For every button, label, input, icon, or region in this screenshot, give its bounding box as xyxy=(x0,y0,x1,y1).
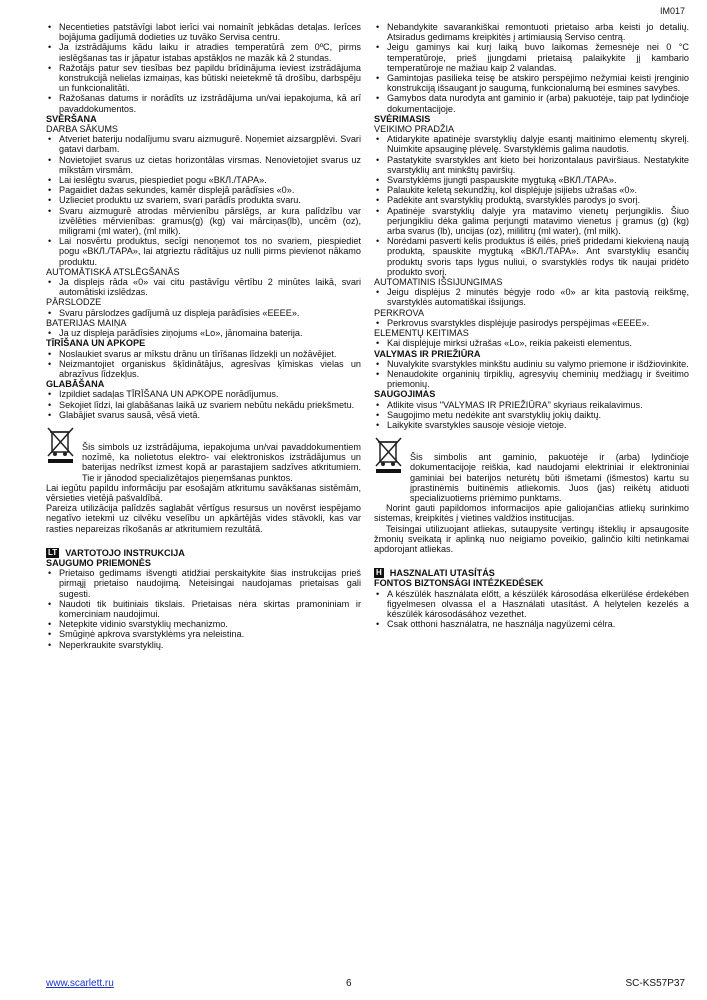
footer-model: SC-KS57P37 xyxy=(625,978,685,989)
lt-heading xyxy=(46,548,361,558)
list-item: • Norėdami pasverti kelis produktus iš eilės, prieš pridedami kiekvieną naują produktą, spauskite mygtuką «ВКЛ./ТАРА». Ant svarstyklių esančių produktų svoris taps lygus nuliui, o svarstyklės rodys tik naujai pridėto produkto svorį. xyxy=(374,236,689,277)
lt-badge: LT xyxy=(48,547,58,557)
lt-overload-list xyxy=(374,318,689,328)
lt-safety-list xyxy=(46,568,361,650)
lv-symbol-text: Šis simbols uz izstrādājuma, iepakojuma un/vai pavaddokumentiem nozīmē, ka nolietotus elektro- vai elektroniskos izstrādājumus un baterijas nedrīkst izmest kopā ar parastajiem sadzīves atkritumiem. Tie ir jānodod specializētajos pieņemšanas punktos. xyxy=(82,441,361,483)
lv-cleaning-list xyxy=(46,349,361,380)
lv-symbol-p2: Lai iegūtu papildu informāciju par esošajām atkritumu savākšanas sistēmām, vērsieties vietējā pašvaldībā. xyxy=(46,482,361,503)
list-item: • Sekojiet līdzi, lai glabāšanas laikā uz svariem nebūtu nekādu priekšmetu. xyxy=(46,400,361,410)
list-item: • Kai displėjuje mirksi užrašas «Lo», reikia pakeisti elementus. xyxy=(374,338,689,348)
lv-battery-title: BATERIJAS MAIŅA xyxy=(46,317,127,328)
lt-symbol-text: Šis simbolis ant gaminio, pakuotėje ir (arba) lydinčioje dokumentacijoje reiškia, kad naudojami elektriniai ir elektroniniai gaminiai bei baterijos neturėtų būti išmetami (išmestos) kartu su įprastinėmis buitinėmis atliekomis. Juos (jas) reikėtų atiduoti specializuotiems priėmimo punktams. xyxy=(410,452,689,503)
left-column xyxy=(46,22,361,650)
lt-cleaning-list xyxy=(374,359,689,390)
h-safety-title: FONTOS BIZTONSÁGI INTÉZKEDÉSEK xyxy=(374,578,544,589)
list-item: • Ražošanas datums ir norādīts uz izstrādājuma un/vai iepakojuma, kā arī pavaddokumentos. xyxy=(46,93,361,113)
crossed-bin-icon xyxy=(374,434,404,474)
lt-intro-list xyxy=(374,22,689,114)
list-item: • Ja uz displeja parādīsies ziņojums «Lo», jānomaina baterija. xyxy=(46,328,361,338)
list-item: • Pastatykite svarstykles ant kieto bei horizontalaus paviršiaus. Nestatykite svarstyklių ant minkštų paviršių. xyxy=(374,155,689,175)
h-title: HASZNALATI UTASÍTÁS xyxy=(389,568,495,579)
list-item: • Palaukite keletą sekundžių, kol displėjuje įsijiebs užrašas «0». xyxy=(374,185,689,195)
list-item: • Lai nosvērtu produktus, secīgi nenoņemot tos no svariem, piespiediet pogu «ВКЛ./ТАРА», lai atgrieztu rādītājus uz nulli pirms pievienot nākamo produktu. xyxy=(46,236,361,267)
lt-battery-title: ELEMENTŲ KEITIMAS xyxy=(374,328,469,339)
h-safety-list xyxy=(374,589,689,630)
list-item: • Neperkraukite svarstyklių. xyxy=(46,640,361,650)
list-item: • Laikykite svarstykles sausoje vėsioje vietoje. xyxy=(374,420,689,430)
list-item: • Netepkite vidinio svarstyklių mechanizmo. xyxy=(46,619,361,629)
h-badge: H xyxy=(376,568,382,578)
lt-auto-title: AUTOMATINIS IŠSIJUNGIMAS xyxy=(374,277,503,288)
list-item: • Glabājiet svarus sausā, vēsā vietā. xyxy=(46,410,361,420)
crossed-bin-icon xyxy=(46,424,76,464)
lv-overload-title: PĀRSLODZE xyxy=(46,297,102,308)
list-item: • Novietojiet svarus uz cietas horizontālas virsmas. Nenovietojiet svarus uz mīkstām virsmām. xyxy=(46,155,361,175)
lt-start-title: VEIKIMO PRADŽIA xyxy=(374,124,455,135)
list-item: • Uzlieciet produktu uz svariem, svari parādīs produkta svaru. xyxy=(46,195,361,205)
list-item: • Padėkite ant svarstyklių produktą, svarstyklės parodys jo svorį. xyxy=(374,195,689,205)
list-item: • Svaru pārslodzes gadījumā uz displeja parādīsies «EEEE». xyxy=(46,308,361,318)
list-item: • Svarstyklėms įjungti paspauskite mygtuką «ВКЛ./ТАРА». xyxy=(374,175,689,185)
list-item: • Necentieties patstāvīgi labot ierīci vai nomainīt jebkādas detaļas. Ierīces bojājuma gadījumā dodieties uz tuvāko Servisa centru. xyxy=(46,22,361,42)
lt-overload-title: PERKROVA xyxy=(374,307,425,318)
list-item: • Atveriet bateriju nodalījumu svaru aizmugurē. Noņemiet aizsargplēvi. Svari gatavi darbam. xyxy=(46,134,361,154)
lt-symbol-p3: Teisingai utilizuojant atliekas, sutaupysite vertingų išteklių ir apsaugosite žmonių sveikatą ir aplinką nuo neigiamo poveikio, galinčio kilti netinkamai apdorojant atliekas. xyxy=(374,523,689,554)
lv-auto-title: AUTOMĀTISKĀ ATSLĒGŠANĀS xyxy=(46,266,180,277)
lt-storage-list xyxy=(374,400,689,431)
list-item: • Izpildiet sadaļas TĪRĪŠANA UN APKOPE norādījumus. xyxy=(46,389,361,399)
lt-title: VARTOTOJO INSTRUKCIJA xyxy=(65,547,185,558)
list-item: • Smūgiņė apkrova svarstyklėms yra neleistina. xyxy=(46,629,361,639)
lv-start-list xyxy=(46,134,361,267)
list-item: • Nebandykite savarankiškai remontuoti prietaiso arba keisti jo detalių. Atsiradus gedimams kreipkitės į artimiausią Serviso centrą. xyxy=(374,22,689,42)
lv-weighing-title: SVĒRŠANA xyxy=(46,113,97,124)
right-column xyxy=(374,22,689,629)
list-item: • Nenaudokite organinių tirpiklių, agresyvių cheminių medžiagų ir šveitimo priemonių. xyxy=(374,369,689,389)
lt-symbol-p2: Norint gauti papildomos informacijos apie galiojančias atliekų surinkimo sistemas, kreipkitės į vietines valdžios institucijas. xyxy=(374,503,689,524)
lv-intro-list xyxy=(46,22,361,114)
list-item: • Gamintojas pasilieka teisę be atskiro perspėjimo nežymiai keisti įrenginio konstrukciją išsaugant jo saugumą, funkcionalumą bei esmines savybes. xyxy=(374,73,689,93)
model-code: IM017 xyxy=(659,6,685,16)
lv-auto-list xyxy=(46,277,361,297)
lt-recycle-block xyxy=(374,434,689,503)
list-item: • Jeigu displėjus 2 minutės bėgyje rodo «0» ar kita pastovią reikšmę, svarstyklės automatiškai išsijungs. xyxy=(374,287,689,307)
page-number: 6 xyxy=(346,978,352,989)
lv-recycle-block xyxy=(46,424,361,483)
list-item: • Svaru aizmugurē atrodas mērvienību pārslēgs, ar kura palīdzību var izvēlēties mērvienības: gramus(g) (kg) vai mārciņas(lb), uncēm (oz), miligrami (ml water), (ml milk). xyxy=(46,206,361,237)
list-item: • Neizmantojiet organiskus šķīdinātājus, agresīvas ķīmiskas vielas un abrazīvus līdzekļus. xyxy=(46,359,361,379)
lt-start-list xyxy=(374,134,689,277)
list-item: • A készülék használata előtt, a készülék károsodása elkerülése érdekében figyelmesen olvassa el a Használati utasítást. A helytelen kezelés a készülék károsodásához vezethet. xyxy=(374,589,689,620)
list-item: • Jeigu gaminys kai kurį laiką buvo laikomas žemesnėje nei 0 °C temperatūroje, prieš įjungdami prietaisą palaikykite jį kambario temperatūroje ne mažiau kaip 2 valandas. xyxy=(374,42,689,73)
lv-symbol-p3: Pareiza utilizācija palīdzēs saglabāt vērtīgus resursus un novērst iespējamo negatīvo ietekmi uz cilvēku veselību un apkārtējās vides stāvokli, kas var rasties nepareizas rīkošanās ar atkritumiem rezultātā. xyxy=(46,503,361,534)
h-heading xyxy=(374,568,689,578)
list-item: • Nuvalykite svarstykles minkštu audiniu su valymo priemone ir išdžiovinkite. xyxy=(374,359,689,369)
list-item: • Perkrovus svarstykles displėjuje pasirodys perspėjimas «EEEE». xyxy=(374,318,689,328)
lv-storage-title: GLABĀŠANA xyxy=(46,379,105,390)
lv-storage-list xyxy=(46,389,361,420)
lv-overload-list xyxy=(46,308,361,318)
lt-cleaning-title: VALYMAS IR PRIEŽIŪRA xyxy=(374,348,481,359)
list-item: • Ja displejs rāda «0» vai citu pastāvīgu vērtību 2 minūtes laikā, svari automātiski izslēdzas. xyxy=(46,277,361,297)
page-footer xyxy=(46,978,685,992)
lt-weighing-title: SVĖRIMASIS xyxy=(374,113,431,124)
lt-auto-list xyxy=(374,287,689,307)
list-item: • Apatinėje svarstyklių dalyje yra matavimo vienetų perjungiklis. Šiuo perjungikliu dėka galima perjungti matavimo vienetus į gramus (g) (kg) arba svarus (lb), uncijas (oz), mililitrų (ml water), (ml milk). xyxy=(374,206,689,237)
list-item: • Naudoti tik buitiniais tikslais. Prietaisas nėra skirtas pramoniniam ir komerciniam naudojimui. xyxy=(46,599,361,619)
lv-start-title: DARBA SĀKUMS xyxy=(46,124,119,135)
list-item: • Noslaukiet svarus ar mīkstu drānu un tīrīšanas līdzekļi un nožāvējiet. xyxy=(46,349,361,359)
list-item: • Atidarykite apatinėje svarstyklių dalyje esantį maitinimo elementų skyrelį. Nuimkite apsauginę plėvelę. Svarstyklėmis galima naudotis. xyxy=(374,134,689,154)
list-item: • Ja izstrādājums kādu laiku ir atradies temperatūrā zem 0ºC, pirms ieslēgšanas tas ir jāpatur istabas apstākļos ne mazāk kā 2 stundas. xyxy=(46,42,361,62)
lv-battery-list xyxy=(46,328,361,338)
lt-storage-title: SAUGOJIMAS xyxy=(374,389,436,400)
lt-safety-title: SAUGUMO PRIEMONĖS xyxy=(46,557,151,568)
list-item: • Lai ieslēgtu svarus, piespiediet pogu «ВКЛ./ТАРА». xyxy=(46,175,361,185)
lt-battery-list xyxy=(374,338,689,348)
list-item: • Csak otthoni használatra, ne használja nagyüzemi célra. xyxy=(374,619,689,629)
lv-cleaning-title: TĪRĪŠANA UN APKOPE xyxy=(46,338,146,349)
list-item: • Gamybos data nurodyta ant gaminio ir (arba) pakuotėje, taip pat lydinčioje dokumentacijoje. xyxy=(374,93,689,113)
list-item: • Ražotājs patur sev tiesības bez papildu brīdinājuma ieviest izstrādājuma konstrukcijā nelielas izmaiņas, kas būtiski neietekmē tā drošību, darbspēju un funkcionalitāti. xyxy=(46,63,361,94)
list-item: • Pagaidiet dažas sekundes, kamēr displejā parādīsies «0». xyxy=(46,185,361,195)
list-item: • Saugojimo metu nedėkite ant svarstyklių jokių daiktų. xyxy=(374,410,689,420)
website-link[interactable]: www.scarlett.ru xyxy=(46,978,114,989)
list-item: • Atlikite visus "VALYMAS IR PRIEŽIŪRA" skyriaus reikalavimus. xyxy=(374,400,689,410)
list-item: • Prietaiso gedimams išvengti atidžiai perskaitykite šias instrukcijas prieš pirmąjį prietaiso naudojimą. Neteisingai naudojamas prietaisas gali sugesti. xyxy=(46,568,361,599)
